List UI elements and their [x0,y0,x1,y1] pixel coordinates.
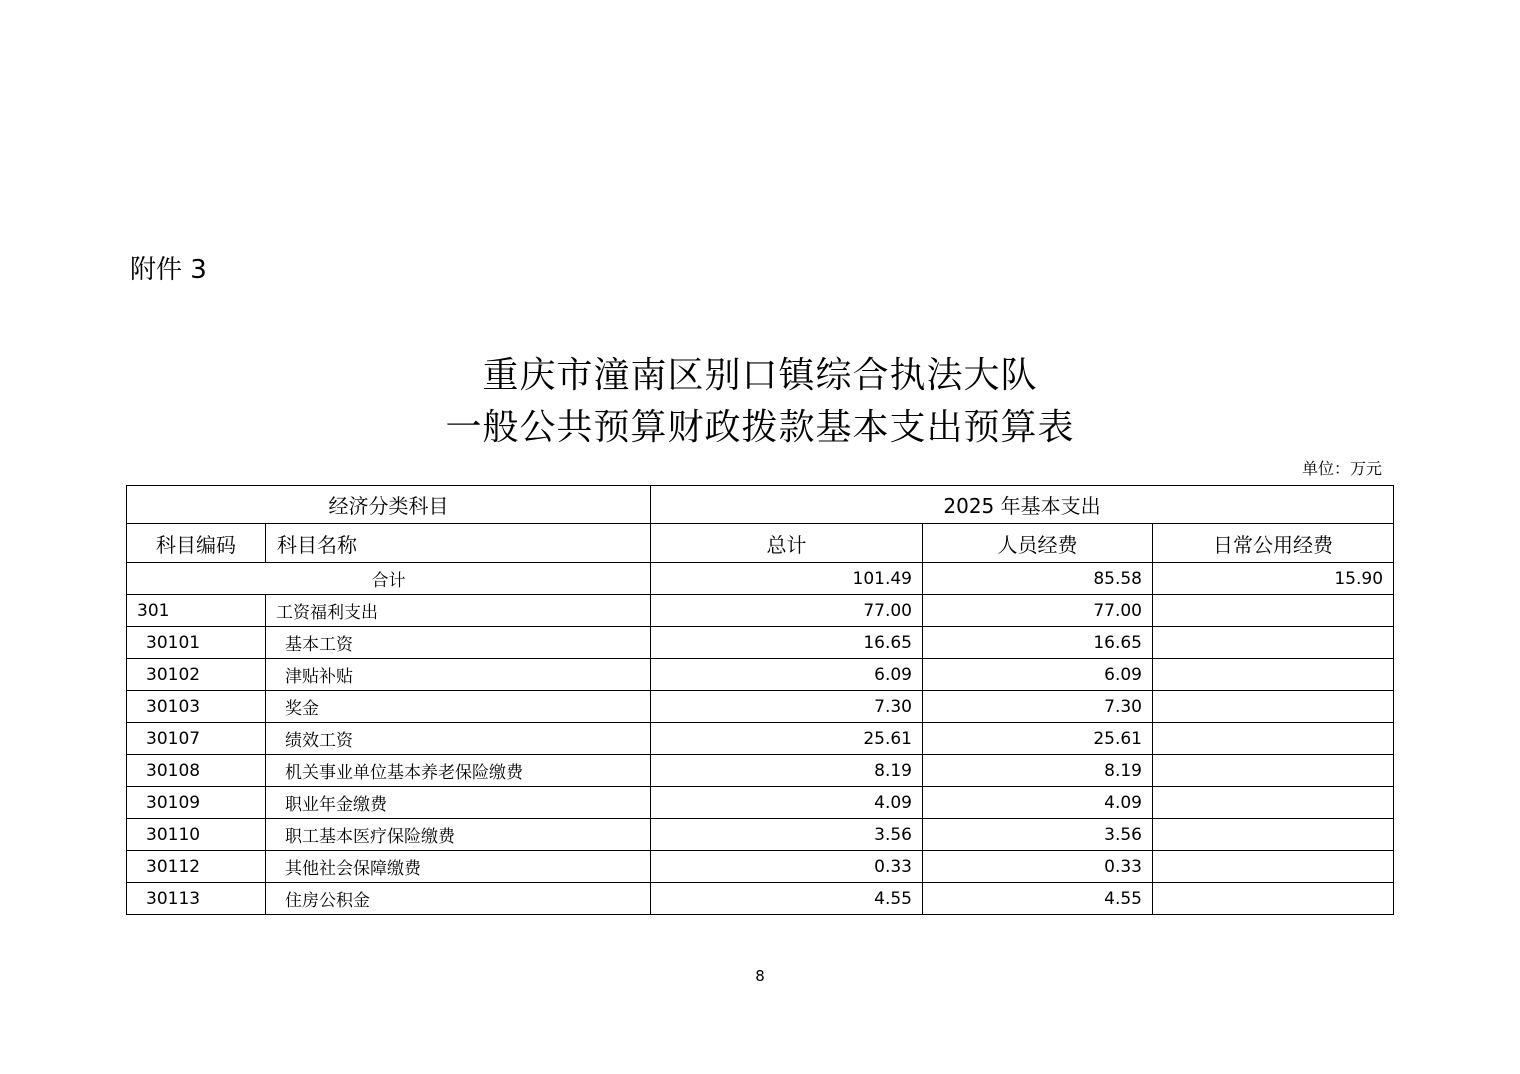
document-title-line2: 一般公共预算财政拨款基本支出预算表 [445,407,1075,448]
row-total: 4.55 [651,883,923,915]
column-header-public: 日常公用经费 [1153,524,1394,563]
total-row [127,563,1394,595]
table-row [127,755,1394,787]
row-total: 4.09 [651,787,923,819]
row-code: 30102 [127,659,266,691]
row-code: 30113 [127,883,266,915]
table-row [127,883,1394,915]
total-amount: 101.49 [651,563,923,595]
row-public [1153,787,1394,819]
column-header-name: 科目名称 [266,524,651,563]
row-code: 30103 [127,691,266,723]
table-row [127,851,1394,883]
row-name: 职工基本医疗保险缴费 [266,819,651,851]
column-header-code: 科目编码 [127,524,266,563]
row-personnel: 4.09 [923,787,1153,819]
document-title-line1: 重庆市潼南区别口镇综合执法大队 [482,355,1038,396]
row-public [1153,851,1394,883]
row-code: 30110 [127,819,266,851]
row-personnel: 3.56 [923,819,1153,851]
row-code: 30107 [127,723,266,755]
row-total: 8.19 [651,755,923,787]
table-row [127,819,1394,851]
table-row [127,723,1394,755]
group-header-row [127,486,1394,524]
column-header-row [127,524,1394,563]
row-total: 77.00 [651,595,923,627]
total-public: 15.90 [1153,563,1394,595]
total-personnel: 85.58 [923,563,1153,595]
row-total: 25.61 [651,723,923,755]
total-label: 合计 [127,563,651,595]
row-total: 3.56 [651,819,923,851]
table-row [127,627,1394,659]
row-name: 其他社会保障缴费 [266,851,651,883]
row-name: 绩效工资 [266,723,651,755]
row-public [1153,659,1394,691]
row-public [1153,691,1394,723]
row-total: 0.33 [651,851,923,883]
row-total: 6.09 [651,659,923,691]
row-personnel: 16.65 [923,627,1153,659]
page-number: 8 [755,967,765,985]
row-name: 津贴补贴 [266,659,651,691]
row-public [1153,819,1394,851]
row-code: 30109 [127,787,266,819]
unit-label: 单位：万元 [1301,459,1382,478]
table-row [127,787,1394,819]
row-personnel: 0.33 [923,851,1153,883]
column-header-total: 总计 [651,524,923,563]
row-name: 住房公积金 [266,883,651,915]
row-total: 16.65 [651,627,923,659]
row-name: 机关事业单位基本养老保险缴费 [266,755,651,787]
row-code: 30112 [127,851,266,883]
row-code: 30101 [127,627,266,659]
column-header-personnel: 人员经费 [923,524,1153,563]
group-header-basic-expenditure: 2025 年基本支出 [651,486,1394,524]
table-row [127,659,1394,691]
row-name: 工资福利支出 [266,595,651,627]
row-public [1153,595,1394,627]
attachment-label: 附件 3 [130,255,207,285]
row-total: 7.30 [651,691,923,723]
budget-table [126,485,1394,915]
row-public [1153,627,1394,659]
row-name: 职业年金缴费 [266,787,651,819]
row-public [1153,883,1394,915]
row-personnel: 77.00 [923,595,1153,627]
row-personnel: 25.61 [923,723,1153,755]
row-code: 30108 [127,755,266,787]
row-personnel: 6.09 [923,659,1153,691]
row-name: 基本工资 [266,627,651,659]
row-personnel: 8.19 [923,755,1153,787]
row-name: 奖金 [266,691,651,723]
group-header-economic-classification: 经济分类科目 [127,486,651,524]
row-code: 301 [127,595,266,627]
row-public [1153,723,1394,755]
row-personnel: 7.30 [923,691,1153,723]
row-personnel: 4.55 [923,883,1153,915]
table-row [127,595,1394,627]
table-row [127,691,1394,723]
row-public [1153,755,1394,787]
